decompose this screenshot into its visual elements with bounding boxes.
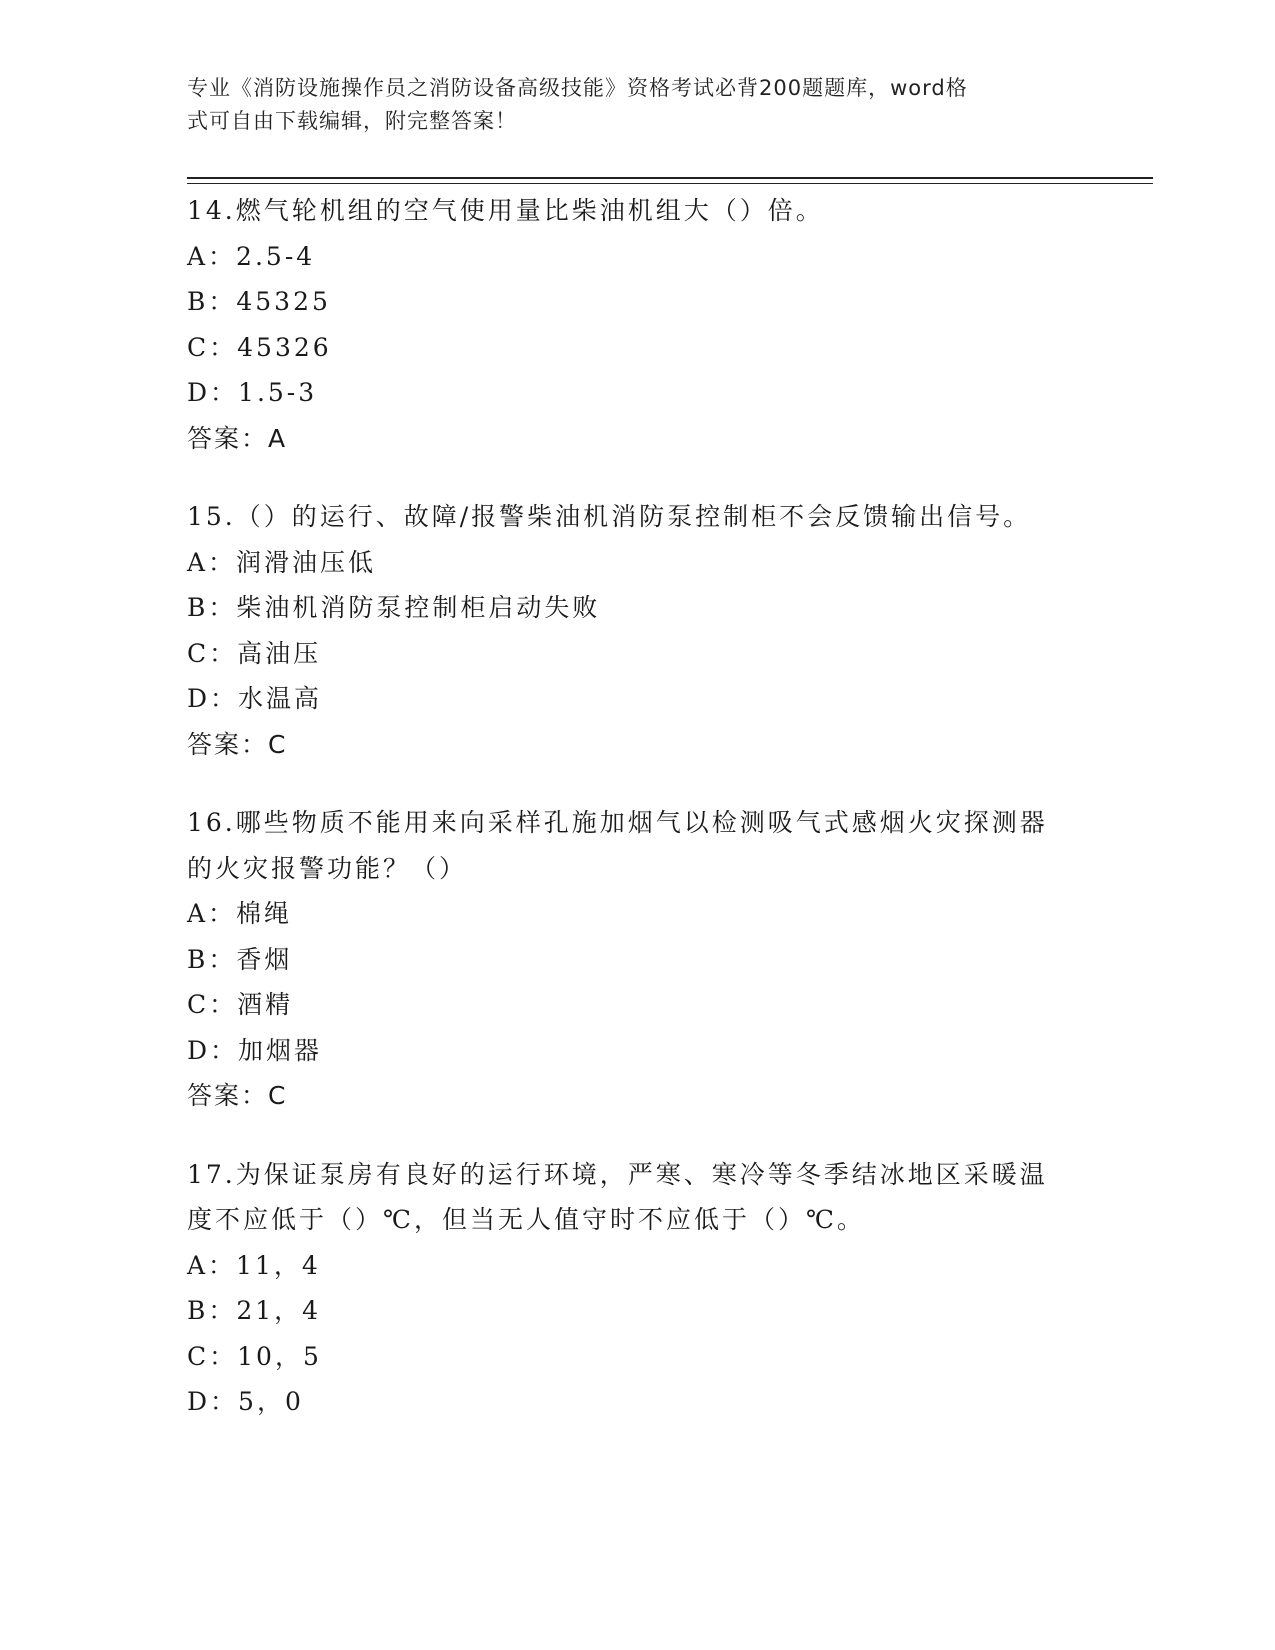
option-b: B：21，4 (187, 1296, 322, 1325)
option-b: B：香烟 (187, 944, 293, 974)
option-d: D：水温高 (187, 684, 323, 713)
option-a: A：2.5-4 (187, 241, 316, 271)
option-c: C：高油压 (187, 638, 322, 668)
option-c: C：45326 (187, 332, 332, 362)
question-stem: 15.（）的运行、故障/报警柴油机消防泵控制柜不会反馈输出信号。 (187, 502, 1032, 531)
question-14 (187, 188, 1087, 461)
document-intro (187, 72, 1067, 138)
answer-text: 答案：A (187, 423, 288, 453)
intro-line-2: 式可自由下载编辑，附完整答案！ (187, 109, 517, 133)
option-c: C：10，5 (187, 1341, 322, 1371)
question-stem: 14.燃气轮机组的空气使用量比柴油机组大（）倍。 (187, 196, 824, 225)
option-a: A：棉绳 (187, 899, 293, 928)
question-17 (187, 1152, 1087, 1425)
option-d: D：加烟器 (187, 1035, 323, 1065)
intro-line-1: 专业《消防设施操作员之消防设备高级技能》资格考试必背200题题库，word格 (187, 76, 968, 100)
header-divider-thick (187, 177, 1153, 179)
question-stem-line-1: 16.哪些物质不能用来向采样孔施加烟气以检测吸气式感烟火灾探测器 (187, 808, 1048, 837)
option-b: B：柴油机消防泵控制柜启动失败 (187, 593, 601, 622)
header-divider-thin (187, 183, 1153, 184)
option-b: B：45325 (187, 287, 331, 316)
option-a: A：11，4 (187, 1250, 321, 1280)
answer-text: 答案：C (187, 1081, 288, 1110)
option-a: A：润滑油压低 (187, 547, 377, 577)
question-stem-line-2: 度不应低于（）℃，但当无人值守时不应低于（）℃。 (187, 1205, 865, 1234)
option-c: C：酒精 (187, 990, 294, 1019)
question-list (187, 188, 1087, 1458)
question-15 (187, 494, 1087, 767)
question-stem-line-2: 的火灾报警功能？（） (187, 853, 468, 883)
question-16 (187, 800, 1087, 1119)
option-d: D：5，0 (187, 1387, 304, 1416)
question-stem-line-1: 17.为保证泵房有良好的运行环境，严寒、寒冷等冬季结冰地区采暖温 (187, 1159, 1048, 1189)
option-d: D：1.5-3 (187, 378, 318, 407)
answer-text: 答案：C (187, 729, 288, 759)
